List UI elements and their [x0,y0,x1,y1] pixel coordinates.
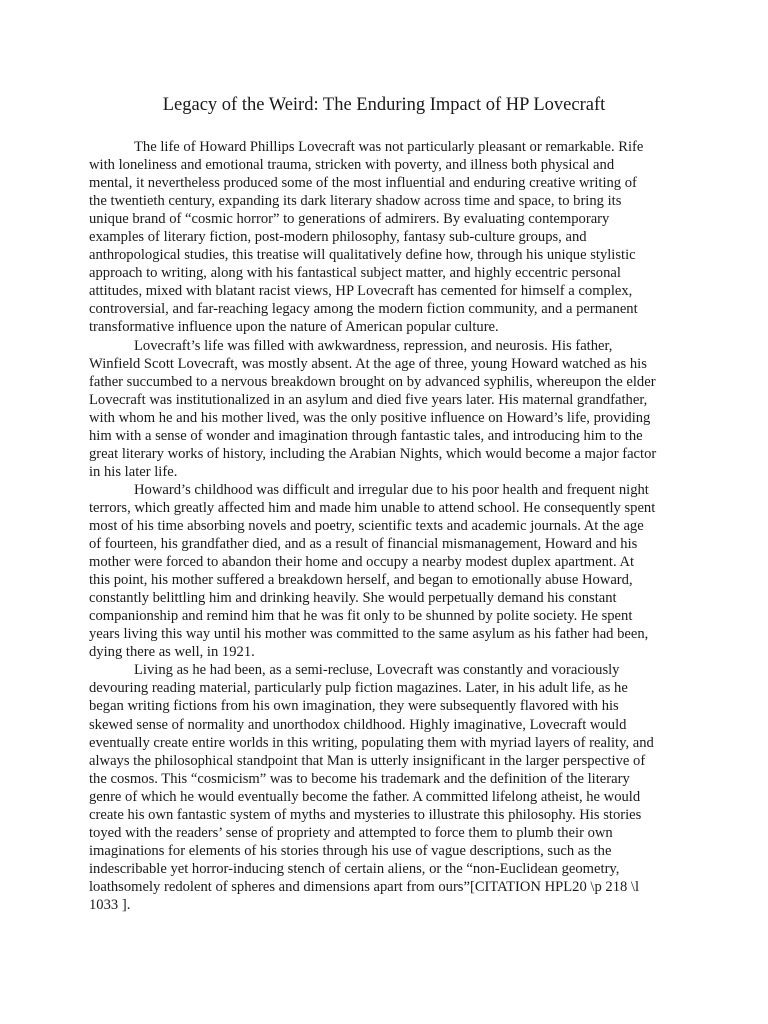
text-line: with whom he and his mother lived, was the only positive influence on Howard’s life, providing [89,409,651,426]
document-body [89,138,689,914]
text-line: loathsomely redolent of spheres and dimensions apart from ours”[CITATION HPL20 \p 218 \l [89,878,640,895]
text-line: always the philosophical standpoint that Man is utterly insignificant in the larger perspective of [89,752,646,769]
text-line: anthropological studies, this treatise will qualitatively define how, through his unique stylistic [89,247,636,264]
text-line: Lovecraft’s life was filled with awkwardness, repression, and neurosis. His father, [134,337,613,354]
text-line: in his later life. [89,463,178,480]
text-line: Winfield Scott Lovecraft, was mostly absent. At the age of three, young Howard watched as his [89,355,647,372]
document-title: Legacy of the Weird: The Enduring Impact of HP Lovecraft [162,95,606,115]
text-line: devouring reading material, particularly pulp fiction magazines. Later, in his adult life, as he [89,680,628,697]
text-line: eventually create entire worlds in this writing, populating them with myriad layers of reality, and [89,734,654,751]
text-line: great literary works of history, including the Arabian Nights, which would become a major factor [89,445,657,462]
text-line: the twentieth century, expanding its dark literary shadow across time and space, to bring its [89,193,622,210]
text-line: skewed sense of normality and unorthodox childhood. Highly imaginative, Lovecraft would [89,716,627,733]
text-line: attitudes, mixed with blatant racist views, HP Lovecraft has cemented for himself a complex, [89,283,633,300]
text-line: most of his time absorbing novels and poetry, scientific texts and academic journals. At the age [89,517,644,534]
text-line: unique brand of “cosmic horror” to generations of admirers. By evaluating contemporary [89,211,610,228]
text-line: him with a sense of wonder and imagination through fantastic tales, and introducing him to the [89,427,643,444]
paragraph-1 [89,138,689,337]
paragraph-4 [89,661,689,914]
text-line: transformative influence upon the nature of American popular culture. [89,319,499,336]
text-line: imaginations for elements of his stories through his use of vague descriptions, such as the [89,842,612,859]
paragraph-3 [89,481,689,661]
text-line: of fourteen, his grandfather died, and as a result of financial mismanagement, Howard and his [89,536,638,553]
text-line: the cosmos. This “cosmicism” was to become his trademark and the definition of the literary [89,770,630,787]
text-line: began writing fictions from his own imagination, they were subsequently flavored with his [89,698,619,715]
text-line: Living as he had been, as a semi-recluse, Lovecraft was constantly and voraciously [134,662,620,679]
text-line: genre of which he would eventually become the father. A committed lifelong atheist, he would [89,788,641,805]
text-line: 1033 ]. [89,896,131,913]
text-line: controversial, and far-reaching legacy among the modern fiction community, and a permanent [89,301,638,318]
text-line: father succumbed to a nervous breakdown brought on by advanced syphilis, whereupon the elder [89,373,656,390]
text-line: years living this way until his mother was committed to the same asylum as his father had been, [89,626,649,643]
text-line: Lovecraft was institutionalized in an asylum and died five years later. His maternal grandfather, [89,391,648,408]
text-line: Howard’s childhood was difficult and irregular due to his poor health and frequent night [134,481,649,498]
text-line: terrors, which greatly affected him and made him unable to attend school. He consequently spent [89,499,656,516]
text-line: constantly belittling him and drinking heavily. She would perpetually demand his constant [89,590,617,607]
text-line: approach to writing, along with his fantastical subject matter, and highly eccentric personal [89,265,621,282]
text-line: mental, it nevertheless produced some of the most influential and enduring creative writing of [89,175,637,192]
text-line: mother were forced to abandon their home and occupy a nearby modest duplex apartment. At [89,554,635,571]
text-line: dying there as well, in 1921. [89,644,255,661]
text-line: create his own fantastic system of myths and mysteries to illustrate this philosophy. His stories [89,806,642,823]
text-line: with loneliness and emotional trauma, stricken with poverty, and illness both physical and [89,157,615,174]
text-line: this point, his mother suffered a breakdown herself, and began to emotionally abuse Howard, [89,572,633,589]
paragraph-2 [89,337,689,481]
text-line: The life of Howard Phillips Lovecraft was not particularly pleasant or remarkable. Rife [134,139,644,155]
text-line: indescribable yet horror-inducing stench of certain aliens, or the “non-Euclidean geometry, [89,860,620,877]
text-line: examples of literary fiction, post-modern philosophy, fantasy sub-culture groups, and [89,229,587,246]
text-line: toyed with the readers’ sense of propriety and attempted to force them to plumb their own [89,824,613,841]
text-line: companionship and remind him that he was fit only to be shunned by polite society. He spent [89,608,633,625]
